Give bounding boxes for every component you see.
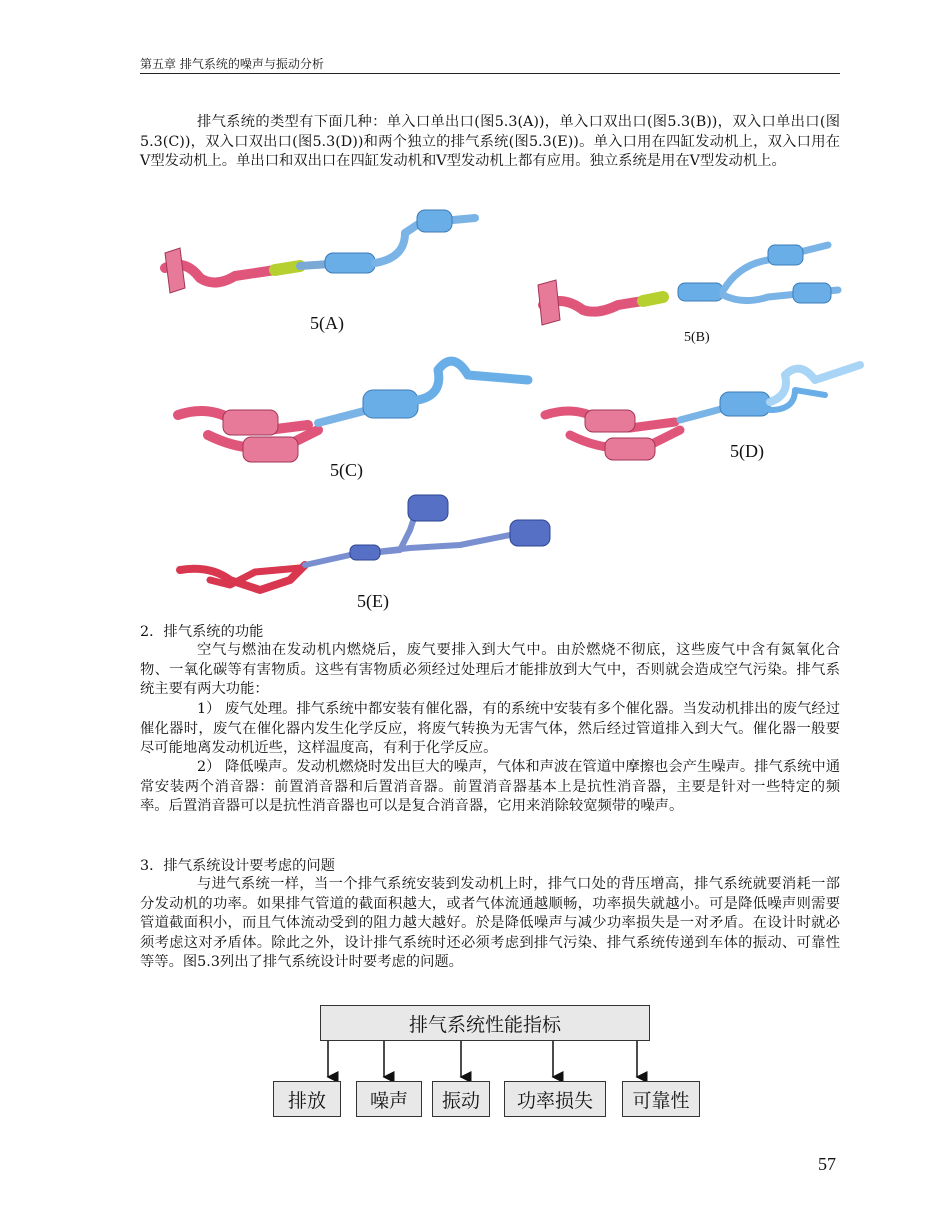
- section3-heading: 3．排气系统设计要考虑的问题: [140, 858, 335, 874]
- diagram-item-vibration: 振动: [432, 1081, 490, 1117]
- section2-paragraph-3: 2） 降低噪声。发动机燃烧时发出巨大的噪声，气体和声波在管道中摩擦也会产生噪声。排气系统中通常安装两个消音器：前置消音器和后置消音器。前置消音器基本上是抗性消音器，主要是针对一些特定的频率。后置消音器可以是抗性消音器也可以是复合消音器，它用来消除较宽频带的噪声。: [140, 759, 840, 814]
- figure-label-a: 5(A): [310, 313, 344, 333]
- performance-diagram: [270, 1000, 710, 1130]
- section2-paragraph-1: 空气与燃油在发动机内燃烧后，废气要排入到大气中。由於燃烧不彻底，这些废气中含有氮氧化合物、一氧化碳等有害物质。这些有害物质必须经过处理后才能排放到大气中，否则就会造成空气污染。排气系统主要有两大功能：: [140, 642, 840, 697]
- header-rule: [140, 73, 840, 74]
- exhaust-figure-d: [535, 360, 865, 465]
- intro-paragraph: 排气系统的类型有下面几种：单入口单出口(图5.3(A))，单入口双出口(图5.3(B))，双入口单出口(图5.3(C))，双入口双出口(图5.3(D))和两个独立的排气系统(图5.3(E))。单入口用在四缸发动机上，双入口用在V型发动机上。单出口和双出口在四缸发动机和V型发动机上都有应用。独立系统是用在V型发动机上。: [140, 114, 840, 169]
- section2-paragraph-2: 1） 废气处理。排气系统中都安装有催化器，有的系统中安装有多个催化器。当发动机排出的废气经过催化器时，废气在催化器内发生化学反应，将废气转换为无害气体，然后经过管道排入到大气。催化器一般要尽可能地离发动机近些，这样温度高，有利于化学反应。: [140, 701, 840, 756]
- chapter-header: 第五章 排气系统的噪声与振动分析: [140, 57, 324, 71]
- section3-paragraph-1: 与进气系统一样，当一个排气系统安装到发动机上时，排气口处的背压增高，排气系统就要消耗一部分发动机的功率。如果排气管道的截面积越大，或者气体流通越顺畅，功率损失就越小。可是降低噪声则需要管道截面积小，而且气体流动受到的阻力越大越好。於是降低噪声与减少功率损失是一对矛盾。在设计时就必须考虑这对矛盾体。除此之外，设计排气系统时还必须考虑到排气污染、排气系统传递到车体的振动、可靠性等等。图5.3列出了排气系统设计时要考虑的问题。: [140, 876, 840, 970]
- section2-heading: 2．排气系统的功能: [140, 624, 264, 640]
- exhaust-figure-a: [155, 198, 495, 308]
- figure-label-b: 5(B): [684, 330, 710, 345]
- diagram-top-box: 排气系统性能指标: [320, 1005, 650, 1041]
- diagram-item-reliability: 可靠性: [622, 1081, 700, 1117]
- exhaust-figure-c: [168, 355, 533, 465]
- page-number: 57: [818, 1154, 836, 1174]
- figure-label-c: 5(C): [330, 460, 363, 480]
- diagram-item-emission: 排放: [273, 1081, 341, 1117]
- exhaust-figure-e: [170, 490, 560, 600]
- figure-label-d: 5(D): [730, 441, 764, 461]
- figure-label-e: 5(E): [357, 591, 389, 611]
- diagram-item-power-loss: 功率损失: [504, 1081, 606, 1117]
- exhaust-figure-b: [528, 225, 868, 335]
- diagram-item-noise: 噪声: [356, 1081, 422, 1117]
